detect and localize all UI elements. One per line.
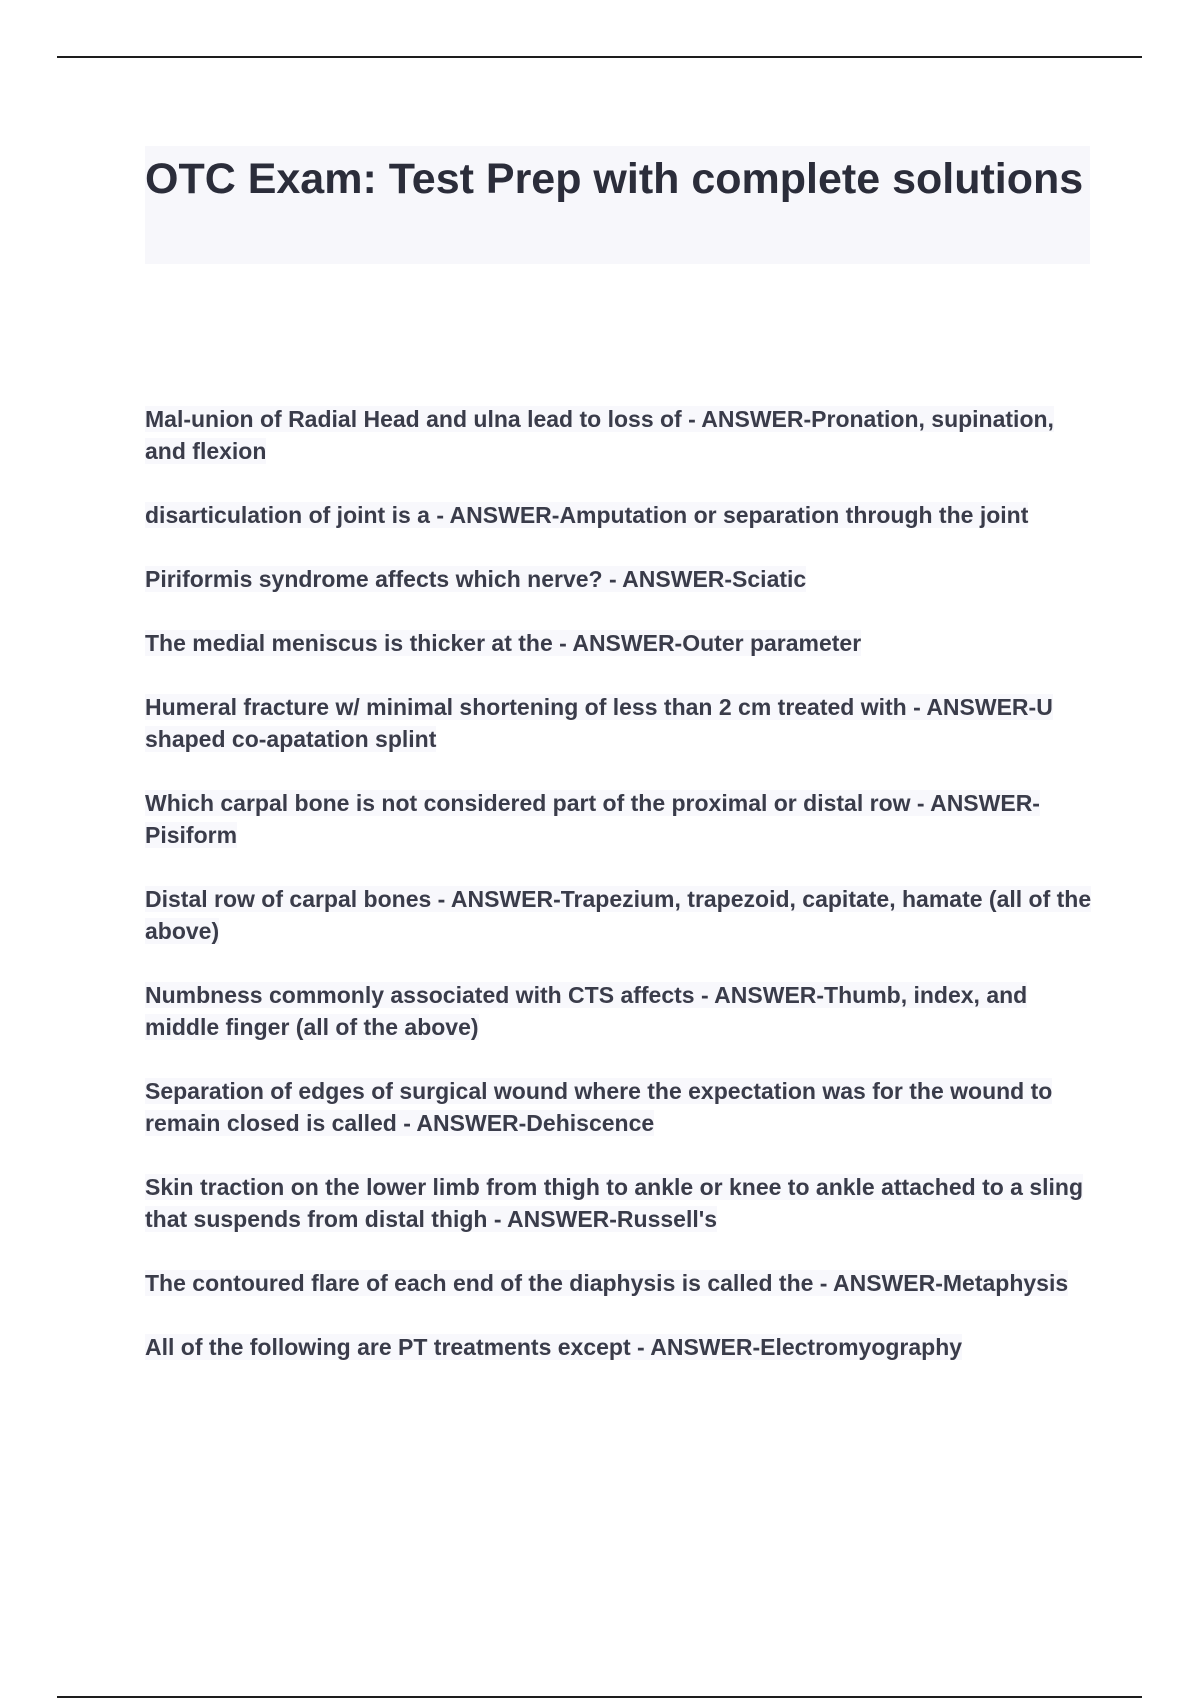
- qa-item: [145, 403, 1095, 467]
- qa-text: Humeral fracture w/ minimal shortening of less than 2 cm treated with - ANSWER-U shaped co-apatation splint: [145, 694, 1053, 752]
- qa-item: [145, 691, 1095, 755]
- title-block: [145, 146, 1090, 264]
- qa-text: Distal row of carpal bones - ANSWER-Trapezium, trapezoid, capitate, hamate (all of the above): [145, 886, 1092, 944]
- qa-text: Numbness commonly associated with CTS affects - ANSWER-Thumb, index, and middle finger (all of the above): [145, 982, 1028, 1040]
- qa-item: [145, 1331, 1095, 1363]
- qa-text: Separation of edges of surgical wound where the expectation was for the wound to remain closed is called - ANSWER-Dehiscence: [145, 1078, 1053, 1136]
- qa-item: [145, 979, 1095, 1043]
- qa-item: [145, 883, 1095, 947]
- qa-list: [145, 403, 1095, 1395]
- qa-text: The contoured flare of each end of the diaphysis is called the - ANSWER-Metaphysis: [145, 1270, 1069, 1296]
- bottom-rule: [57, 1696, 1142, 1698]
- qa-text: The medial meniscus is thicker at the - ANSWER-Outer parameter: [145, 630, 862, 656]
- qa-item: [145, 1267, 1095, 1299]
- qa-text: disarticulation of joint is a - ANSWER-Amputation or separation through the joint: [145, 502, 1029, 528]
- qa-text: All of the following are PT treatments except - ANSWER-Electromyography: [145, 1334, 963, 1360]
- qa-item: [145, 499, 1095, 531]
- qa-item: [145, 1075, 1095, 1139]
- qa-item: [145, 627, 1095, 659]
- qa-item: [145, 787, 1095, 851]
- top-rule: [57, 56, 1142, 58]
- qa-item: [145, 1171, 1095, 1235]
- qa-text: Mal-union of Radial Head and ulna lead to loss of - ANSWER-Pronation, supination, and flexion: [145, 406, 1054, 464]
- qa-item: [145, 563, 1095, 595]
- qa-text: Skin traction on the lower limb from thigh to ankle or knee to ankle attached to a sling that suspends from distal thigh - ANSWER-Russell's: [145, 1174, 1084, 1232]
- document-title: OTC Exam: Test Prep with complete solutions: [145, 155, 1084, 203]
- qa-text: Which carpal bone is not considered part of the proximal or distal row - ANSWER-Pisiform: [145, 790, 1040, 848]
- qa-text: Piriformis syndrome affects which nerve? - ANSWER-Sciatic: [145, 566, 807, 592]
